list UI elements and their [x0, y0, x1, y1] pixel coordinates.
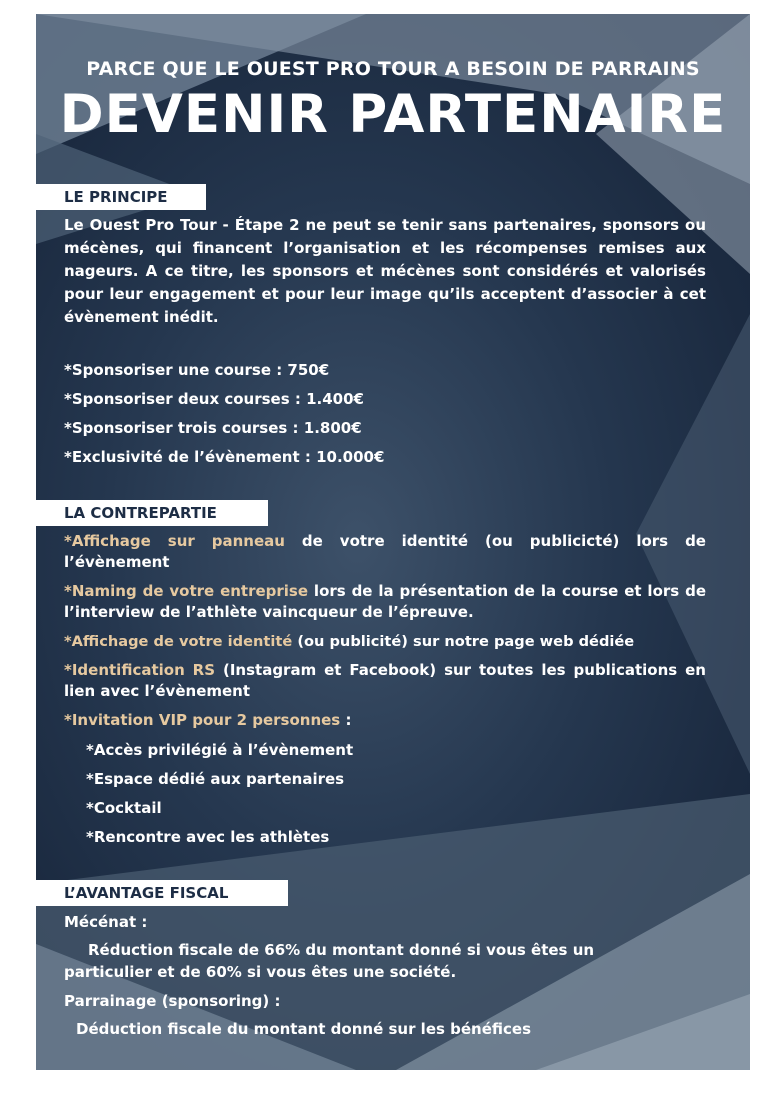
section-heading-fiscal: L’AVANTAGE FISCAL [36, 880, 288, 906]
parrainage-text: Déduction fiscale du montant donné sur les bénéfices [76, 1020, 532, 1038]
partner-poster [36, 14, 750, 1070]
contrepartie-highlight: *Affichage sur panneau [64, 532, 285, 550]
contrepartie-text: lors de la présentation de la course et lors de l’interview de l’athlète vaincqueur de l’épreuve. [64, 582, 706, 621]
contrepartie-highlight: *Invitation VIP pour 2 personnes [64, 711, 341, 729]
contrepartie-text: (ou publicité) sur notre page web dédiée [292, 633, 635, 650]
contrepartie-highlight: *Identification RS [64, 661, 216, 679]
mecenat-label: Mécénat : [64, 913, 148, 931]
contrepartie-text: : [340, 711, 352, 729]
vip-item: *Cocktail [86, 799, 162, 817]
price-item: *Sponsoriser deux courses : 1.400€ [64, 390, 364, 408]
poster-title: DEVENIR PARTENAIRE [59, 84, 727, 145]
mecenat-text: Réduction fiscale de 66% du montant donné si vous êtes un particulier et de 60% si vous êtes une société. [64, 941, 595, 981]
contrepartie-text: (Instagram et Facebook) sur toutes les publications en lien avec l’évènement [64, 661, 706, 700]
principe-body: Le Ouest Pro Tour - Étape 2 ne peut se tenir sans partenaires, sponsors ou mécènes, qui financent l’organisation et les récompenses remises aux nageurs. A ce titre, les sponsors et mécènes sont considérés et valorisés pour leur engagement et pour leur image qu’ils acceptent d’associer à cet évènement inédit. [64, 216, 706, 326]
price-item: *Sponsoriser trois courses : 1.800€ [64, 419, 362, 437]
price-item: *Sponsoriser une course : 750€ [64, 361, 330, 379]
vip-item: *Rencontre avec les athlètes [86, 828, 330, 846]
contrepartie-item [64, 660, 706, 702]
contrepartie-text: de votre identité (ou publicicté) lors de l’évènement [64, 532, 706, 571]
contrepartie-item [64, 710, 706, 731]
section-heading-contrepartie: LA CONTREPARTIE [36, 500, 268, 526]
contrepartie-highlight: *Affichage de votre identité [64, 633, 293, 650]
section-heading-principe: LE PRINCIPE [36, 184, 206, 210]
contrepartie-item [64, 631, 714, 652]
price-item: *Exclusivité de l’évènement : 10.000€ [64, 448, 385, 466]
vip-item: *Espace dédié aux partenaires [86, 770, 345, 788]
poster-kicker: PARCE QUE LE OUEST PRO TOUR A BESOIN DE PARRAINS [86, 58, 700, 80]
vip-item: *Accès privilégié à l’évènement [86, 741, 354, 759]
contrepartie-item [64, 531, 706, 573]
contrepartie-highlight: *Naming de votre entreprise [64, 582, 309, 600]
contrepartie-item [64, 581, 706, 623]
parrainage-label: Parrainage (sponsoring) : [64, 992, 281, 1010]
